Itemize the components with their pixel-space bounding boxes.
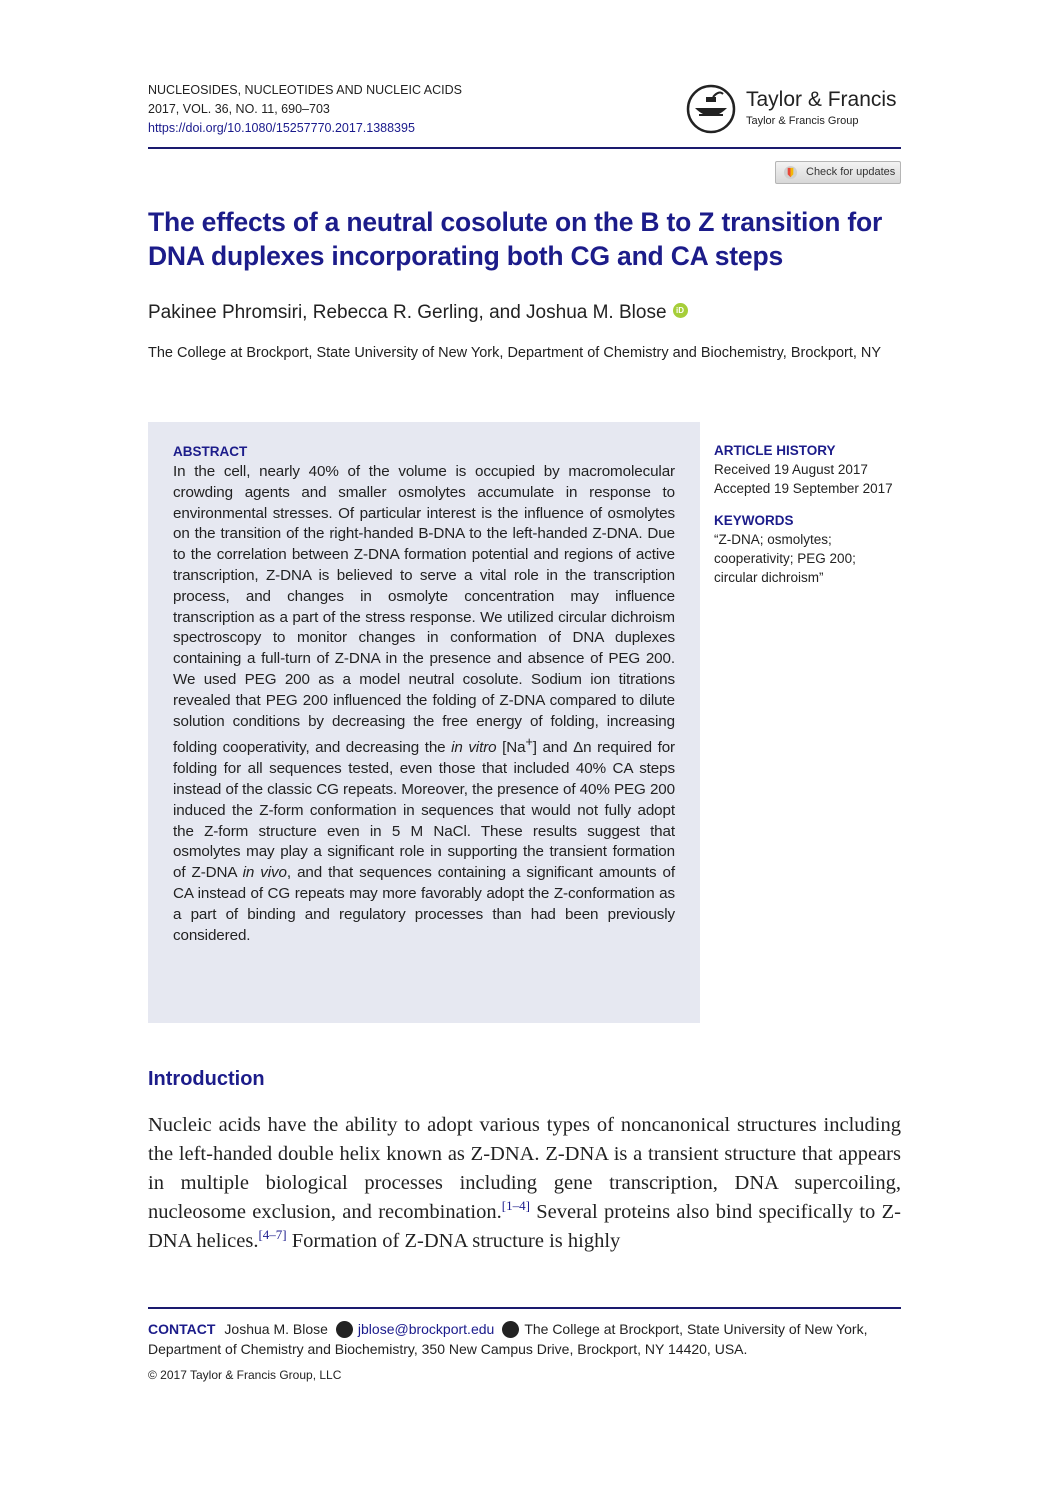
abstract-heading: ABSTRACT: [173, 444, 248, 459]
body-part: Formation of Z-DNA structure is highly: [286, 1230, 621, 1252]
abstract-box: [148, 422, 700, 1023]
journal-volume: 2017, VOL. 36, NO. 11, 690–703: [148, 102, 330, 116]
publisher-group: Taylor & Francis Group: [746, 115, 859, 127]
journal-meta: [148, 81, 462, 138]
author-names: Pakinee Phromsiri, Rebecca R. Gerling, and Joshua M. Blose: [148, 302, 667, 323]
footer-divider: [148, 1307, 901, 1309]
abstract-part: ] and Δn required for folding for all sequences tested, even those that included 40% CA steps instead of the classic CG repeats. Moreover, the presence of 40% PEG 200 induced the Z-form conformation in sequences that would not fully adopt the Z-form structure even in 5 M NaCl. These results suggest that osmolytes may play a significant role in supporting the transient formation of Z-DNA: [173, 739, 675, 882]
received-date: Received 19 August 2017: [714, 462, 868, 477]
journal-name: NUCLEOSIDES, NUCLEOTIDES AND NUCLEIC ACIDS: [148, 83, 462, 97]
contact-label: CONTACT: [148, 1321, 216, 1337]
crossmark-icon: [783, 165, 798, 180]
introduction-heading: Introduction: [148, 1068, 265, 1090]
introduction-text: [148, 1111, 901, 1256]
article-title: The effects of a neutral cosolute on the B to Z transition for DNA duplexes incorporating both CG and CA steps: [148, 207, 883, 271]
check-updates-button[interactable]: [775, 161, 901, 184]
author-affiliation: The College at Brockport, State University of New York, Department of Chemistry and Biochemistry, Brockport, NY: [148, 345, 882, 361]
body-part: Nucleic acids have the ability to adopt various types of noncanonical structures including the left-handed double helix known as Z-DNA. Z-DNA is a transient structure that appears in multiple biological processes including gene transcription, DNA supercoiling, nucleosome exclusion, and recombination.: [148, 1114, 901, 1223]
accepted-date: Accepted 19 September 2017: [714, 481, 893, 496]
author-list: [148, 302, 688, 324]
publisher-lamp-icon: [686, 84, 736, 134]
contact-name: Joshua M. Blose: [224, 1321, 328, 1337]
contact-address: The College at Brockport, State University of New York, Department of Chemistry and Biochemistry, 350 New Campus Drive, Brockport, NY 14420, USA.: [148, 1321, 868, 1357]
citation-link[interactable]: [4–7]: [258, 1227, 287, 1243]
abstract-part: In the cell, nearly 40% of the volume is occupied by macromolecular crowding agents and smaller osmolytes accumulate in response to environmental stresses. Of particular interest is the influence of osmolytes on the transition of the right-handed B-DNA to the left-handed Z-DNA. Due to the correlation between Z-DNA formation potential and regions of active transcription, Z-DNA is believed to serve a vital role in the transcription process, and changes in osmolyte concentration may influence transcription as a part of the stress response. We utilized circular dichroism spectroscopy to monitor changes in conformation of DNA duplexes containing a full-turn of Z-DNA in the presence and absence of PEG 200. We used PEG 200 as a model neutral cosolute. Sodium ion titrations revealed that PEG 200 influenced the folding of Z-DNA compared to dilute solution conditions by decreasing the free energy of folding, increasing folding cooperativity, and decreasing the: [173, 463, 675, 757]
keyword-line: cooperativity; PEG 200;: [714, 551, 856, 566]
contact-info: [148, 1319, 901, 1359]
article-history-heading: ARTICLE HISTORY: [714, 443, 836, 458]
publisher-brand[interactable]: [686, 84, 901, 140]
abstract-superscript: +: [525, 735, 533, 750]
address-icon: [502, 1321, 519, 1338]
abstract-italic: in vitro: [451, 739, 497, 757]
keyword-line: “Z-DNA; osmolytes;: [714, 532, 832, 547]
keywords-heading: KEYWORDS: [714, 513, 794, 528]
abstract-part: [Na: [496, 739, 526, 757]
orcid-icon[interactable]: iD: [673, 303, 688, 318]
email-icon: [336, 1321, 353, 1338]
abstract-italic: in vivo: [242, 864, 287, 882]
header-divider: [148, 147, 901, 149]
contact-email[interactable]: jblose@brockport.edu: [357, 1321, 495, 1337]
doi-link[interactable]: https://doi.org/10.1080/15257770.2017.1388395: [148, 121, 415, 135]
body-part: Several proteins also bind specifically to Z-DNA helices.: [148, 1201, 901, 1252]
citation-link[interactable]: [1–4]: [501, 1198, 530, 1214]
article-sidebar: [714, 442, 901, 587]
abstract-part: , and that sequences containing a significant amounts of CA instead of CG repeats may more favorably adopt the Z-conformation as a part of binding and regulatory processes than had been previously considered.: [173, 864, 675, 944]
check-updates-label: Check for updates: [806, 166, 896, 178]
keyword-line: circular dichroism”: [714, 570, 824, 585]
abstract-text: [173, 462, 675, 946]
article-page: [148, 0, 901, 1500]
publisher-name: Taylor & Francis: [746, 88, 897, 111]
copyright-notice: © 2017 Taylor & Francis Group, LLC: [148, 1368, 342, 1382]
